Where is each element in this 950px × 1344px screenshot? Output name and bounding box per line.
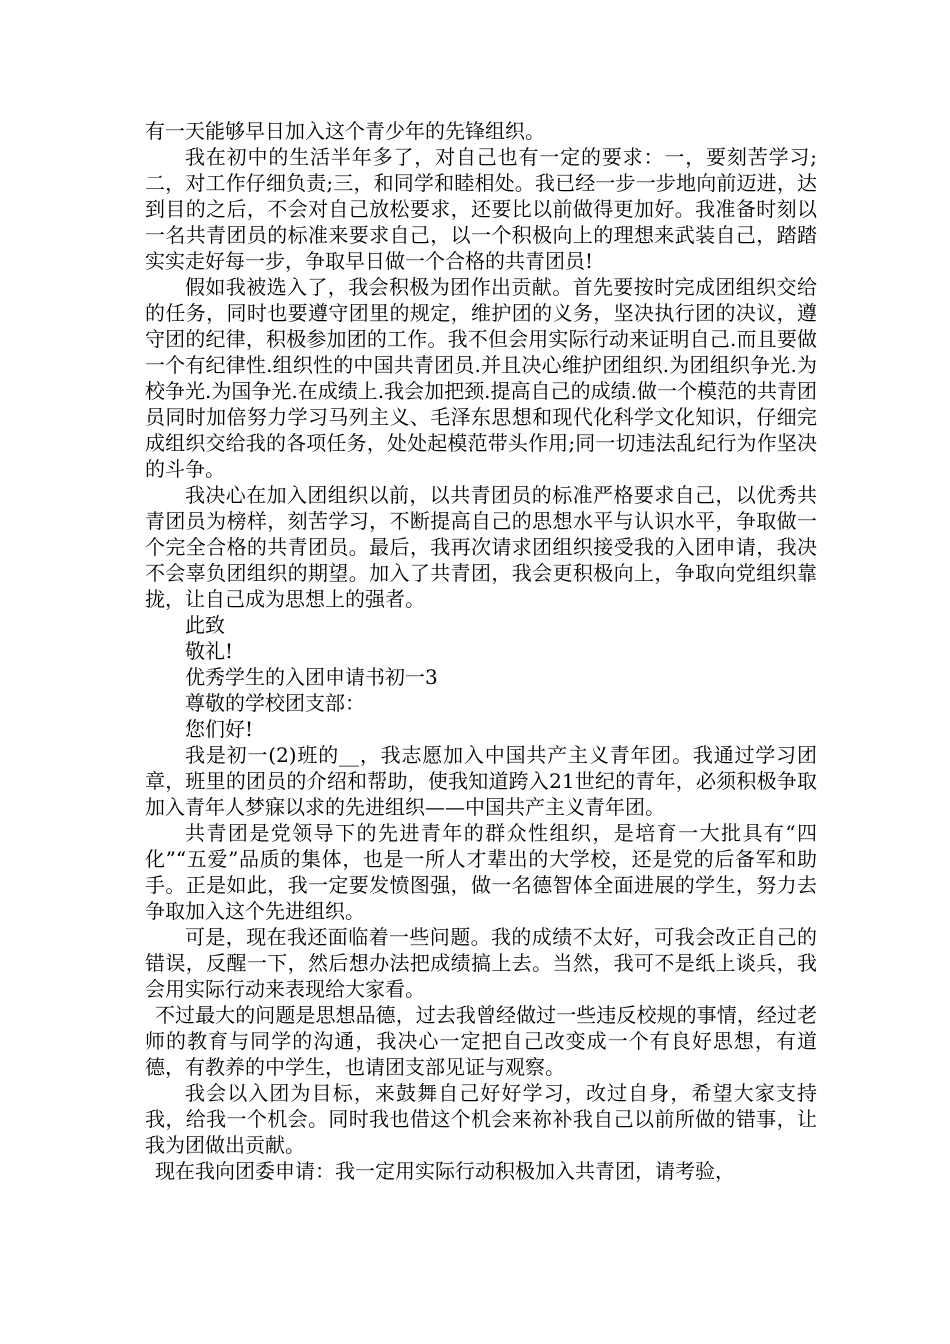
addressee-line: 尊敬的学校团支部： <box>185 691 365 715</box>
paragraph-9: 我会以入团为目标，来鼓舞自己好好学习，改过自身，希望大家支持我，给我一个机会。同时我也借这个机会来祢补我自己以前所做的错事，让我为团做出贡献。 <box>145 1081 817 1157</box>
paragraph-8: 不过最大的问题是思想品德，过去我曾经做过一些违反校规的事情，经过老师的教育与同学的沟通，我决心一定把自己改变成一个有良好思想，有道德，有教养的中学生，也请团支部见证与观察。 <box>145 1003 817 1079</box>
paragraph-7: 可是，现在我还面临着一些问题。我的成绩不太好，可我会改正自己的错误，反醒一下，然后想办法把成绩搞上去。当然，我可不是纸上谈兵，我会用实际行动来表现给大家看。 <box>145 925 817 1001</box>
document-body <box>145 118 817 1184</box>
paragraph-1: 有一天能够早日加入这个青少年的先锋组织。 <box>145 119 545 143</box>
closing-respect: 敬礼! <box>185 639 234 663</box>
paragraph-6: 共青团是党领导下的先进青年的群众性组织，是培育一大批具有“四化”“五爱”品质的集体，也是一所人才辈出的大学校，还是党的后备军和助手。正是如此，我一定要发愤图强，做一名德智体全面进展的学生，努力去争取加入这个先进组织。 <box>145 821 817 923</box>
closing-salutation: 此致 <box>185 613 225 637</box>
paragraph-3: 假如我被选入了，我会积极为团作出贡献。首先要按时完成团组织交给的任务，同时也要遵守团里的规定，维护团的义务，坚决执行团的决议，遵守团的纪律，积极参加团的工作。我不但会用实际行动来证明自己.而且要做一个有纪律性.组织性的中国共青团员.并且决心维护团组织.为团组织争光.为校争光.为国争光.在成绩上.我会加把颈.提高自己的成绩.做一个模范的共青团员同时加倍努力学习马列主义、毛泽东思想和现代化科学文化知识，仔细完成组织交给我的各项任务，处处起模范带头作用;同一切违法乱纪行为作坚决的斗争。 <box>145 275 817 481</box>
paragraph-4: 我决心在加入团组织以前，以共青团员的标准严格要求自己，以优秀共青团员为榜样，刻苦学习，不断提高自己的思想水平与认识水平，争取做一个完全合格的共青团员。最后，我再次请求团组织接受我的入团申请，我决不会辜负团组织的期望。加入了共青团，我会更积极向上，争取向党组织靠拢，让自己成为思想上的强者。 <box>145 483 817 611</box>
paragraph-2: 我在初中的生活半年多了，对自己也有一定的要求：一，要刻苦学习;二，对工作仔细负责;三，和同学和睦相处。我已经一步一步地向前迈进，达到目的之后，不会对自己放松要求，还要比以前做得更加好。我准备时刻以一名共青团员的标准来要求自己，以一个积极向上的理想来武装自己，踏踏实实走好每一步，争取早日做一个合格的共青团员! <box>145 145 817 273</box>
greeting-line: 您们好! <box>185 717 254 741</box>
section-heading: 优秀学生的入团申请书初一3 <box>185 665 438 689</box>
paragraph-5: 我是初一(2)班的__，我志愿加入中国共产主义青年团。我通过学习团章，班里的团员的介绍和帮助，使我知道跨入21世纪的青年，必须积极争取加入青年人梦寐以求的先进组织——中国共产主义青年团。 <box>145 743 817 819</box>
paragraph-10: 现在我向团委申请：我一定用实际行动积极加入共青团，请考验， <box>155 1159 735 1183</box>
